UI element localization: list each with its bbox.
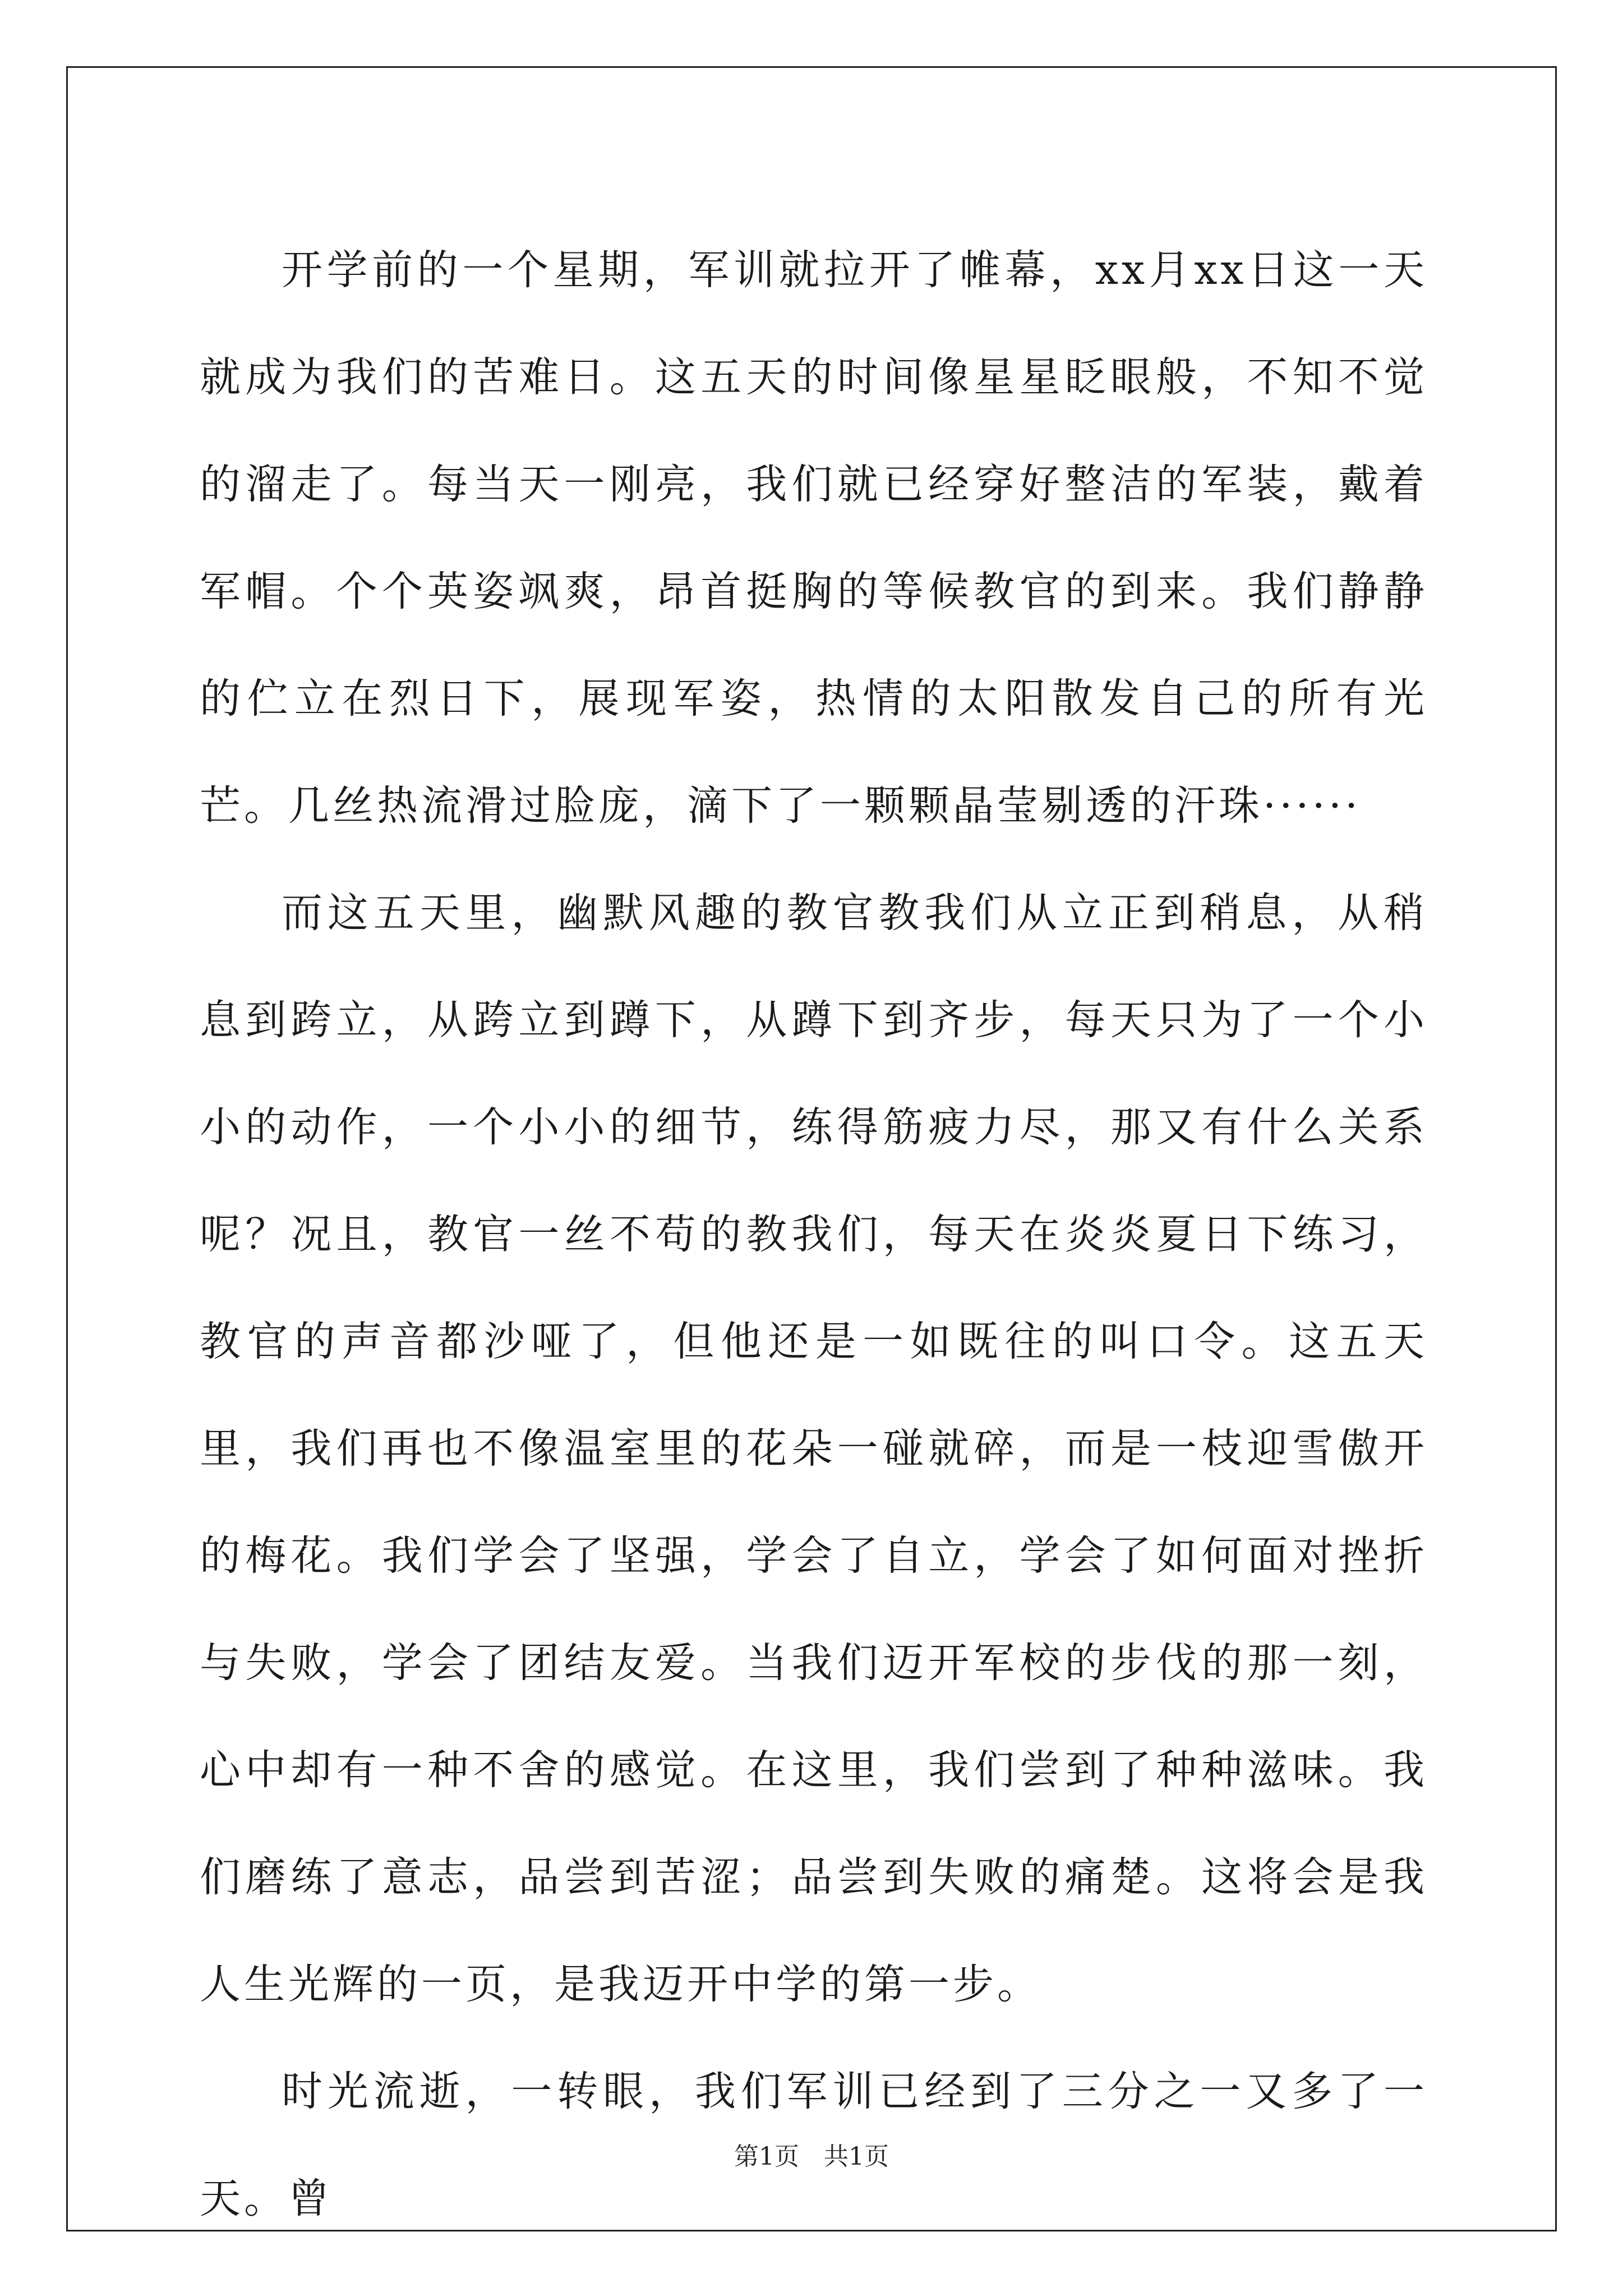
paragraph-1: 开学前的一个星期，军训就拉开了帷幕，xx月xx日这一天就成为我们的苦难日。这五天的时间像星星眨眼般，不知不觉的溜走了。每当天一刚亮，我们就已经穿好整洁的军装，戴着军帽。个个英姿飒爽，昂首挺胸的等候教官的到来。我们静静的伫立在烈日下，展现军姿，热情的太阳散发自己的所有光芒。几丝热流滑过脸庞，滴下了一颗颗晶莹剔透的汗珠······	[200, 246, 1428, 830]
paragraph-2: 而这五天里，幽默风趣的教官教我们从立正到稍息，从稍息到跨立，从跨立到蹲下，从蹲下到齐步，每天只为了一个小小的动作，一个小小的细节，练得筋疲力尽，那又有什么关系呢？况且，教官一丝不苟的教我们，每天在炎炎夏日下练习，教官的声音都沙哑了，但他还是一如既往的叫口令。这五天里，我们再也不像温室里的花朵一碰就碎，而是一枝迎雪傲开的梅花。我们学会了坚强，学会了自立，学会了如何面对挫折与失败，学会了团结友爱。当我们迈开军校的步伐的那一刻，心中却有一种不舍的感觉。在这里，我们尝到了种种滋味。我们磨练了意志，品尝到苦涩；品尝到失败的痛楚。这将会是我人生光辉的一页，是我迈开中学的第一步。	[200, 889, 1428, 2008]
document-body	[200, 217, 1428, 2252]
page-footer: 第1页 共1页	[734, 2142, 889, 2171]
paragraph-3: 时光流逝，一转眼，我们军训已经到了三分之一又多了一天。曾	[200, 2068, 1428, 2223]
